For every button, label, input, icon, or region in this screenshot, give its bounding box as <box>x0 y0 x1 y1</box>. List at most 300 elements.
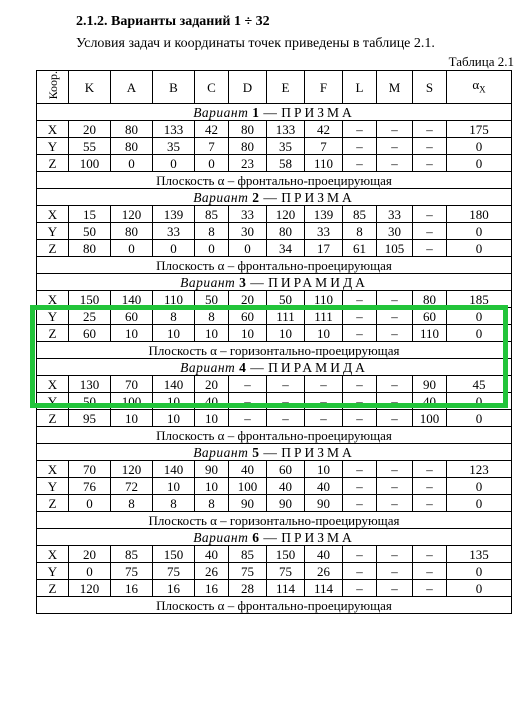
coord-cell: 8 <box>195 223 229 240</box>
plane-row <box>37 512 512 529</box>
coord-cell: – <box>377 121 413 138</box>
coord-cell: 8 <box>111 495 153 512</box>
coord-cell: 80 <box>413 291 447 308</box>
coord-cell: 40 <box>195 393 229 410</box>
variant-title <box>37 529 512 546</box>
coord-cell: 15 <box>69 206 111 223</box>
coord-cell: 0 <box>447 580 512 597</box>
coord-cell: 140 <box>153 461 195 478</box>
coord-cell: 120 <box>69 580 111 597</box>
coord-cell: 76 <box>69 478 111 495</box>
table-label: Таблица 2.1 <box>448 54 514 69</box>
coord-cell: – <box>377 478 413 495</box>
coord-cell: – <box>343 478 377 495</box>
coord-cell: 50 <box>69 393 111 410</box>
coord-cell: – <box>377 461 413 478</box>
coord-cell: 0 <box>195 155 229 172</box>
coord-cell: 10 <box>229 325 267 342</box>
col-header-m: M <box>377 71 413 104</box>
coord-cell: 110 <box>305 291 343 308</box>
axis-label: X <box>37 206 69 223</box>
coord-cell: 80 <box>111 138 153 155</box>
coord-row <box>37 546 512 563</box>
coord-cell: 0 <box>153 240 195 257</box>
variant-dash: — <box>250 274 265 290</box>
variant-number: 1 <box>252 104 260 120</box>
coord-cell: 16 <box>111 580 153 597</box>
variant-title <box>37 274 512 291</box>
coord-cell: 30 <box>377 223 413 240</box>
coord-cell: 0 <box>447 393 512 410</box>
variant-number: 3 <box>239 274 247 290</box>
coord-cell: 10 <box>111 410 153 427</box>
coord-cell: 40 <box>229 461 267 478</box>
coord-cell: 0 <box>111 240 153 257</box>
coord-cell: 34 <box>267 240 305 257</box>
coord-cell: 0 <box>447 410 512 427</box>
axis-label: Z <box>37 580 69 597</box>
header-row <box>37 71 512 104</box>
col-header-b: B <box>153 71 195 104</box>
coord-cell: 85 <box>111 546 153 563</box>
coord-row <box>37 580 512 597</box>
coord-cell: – <box>377 155 413 172</box>
coord-cell: 80 <box>267 223 305 240</box>
coord-cell: – <box>267 376 305 393</box>
section-heading <box>76 14 270 30</box>
variant-title-row <box>37 359 512 376</box>
coord-cell: 7 <box>195 138 229 155</box>
col-header-d: D <box>229 71 267 104</box>
axis-label: X <box>37 461 69 478</box>
variant-title <box>37 104 512 121</box>
coord-cell: 0 <box>447 308 512 325</box>
coord-cell: 80 <box>229 138 267 155</box>
coord-cell: 0 <box>447 563 512 580</box>
coord-cell: 75 <box>267 563 305 580</box>
plane-description: Плоскость α – фронтально-проецирующая <box>37 257 512 274</box>
coord-cell: – <box>343 563 377 580</box>
coord-cell: 100 <box>413 410 447 427</box>
variant-dash: — <box>263 104 278 120</box>
coord-cell: 61 <box>343 240 377 257</box>
coord-cell: – <box>267 393 305 410</box>
coord-cell: – <box>377 495 413 512</box>
coord-cell: 85 <box>229 546 267 563</box>
coord-cell: 114 <box>305 580 343 597</box>
coord-cell: 0 <box>447 223 512 240</box>
col-header-a: A <box>111 71 153 104</box>
coord-cell: 10 <box>267 325 305 342</box>
col-header-e: E <box>267 71 305 104</box>
coord-cell: 120 <box>111 461 153 478</box>
coord-cell: 26 <box>195 563 229 580</box>
axis-label: Z <box>37 155 69 172</box>
coord-cell: – <box>267 410 305 427</box>
variant-shape: ПИРАМИДА <box>268 274 368 290</box>
coord-cell: 0 <box>153 155 195 172</box>
coord-cell: – <box>413 461 447 478</box>
plane-description: Плоскость α – горизонтально-проецирующая <box>37 512 512 529</box>
coord-cell: 10 <box>153 478 195 495</box>
coord-cell: – <box>413 121 447 138</box>
coord-cell: 20 <box>69 546 111 563</box>
variant-number: 5 <box>252 444 260 460</box>
coord-cell: 0 <box>447 478 512 495</box>
coord-cell: 10 <box>195 325 229 342</box>
coord-cell: 16 <box>153 580 195 597</box>
plane-description: Плоскость α – фронтально-проецирующая <box>37 427 512 444</box>
coord-cell: 120 <box>267 206 305 223</box>
coord-header: Коор. <box>37 71 69 104</box>
coord-cell: – <box>413 495 447 512</box>
coord-row <box>37 376 512 393</box>
coord-cell: 33 <box>377 206 413 223</box>
coord-cell: 8 <box>343 223 377 240</box>
coord-cell: 75 <box>111 563 153 580</box>
coord-row <box>37 121 512 138</box>
coord-cell: – <box>377 410 413 427</box>
coord-cell: – <box>377 393 413 410</box>
coord-cell: – <box>377 325 413 342</box>
coord-cell: 40 <box>305 546 343 563</box>
coord-cell: 150 <box>153 546 195 563</box>
coord-cell: 80 <box>111 121 153 138</box>
coord-cell: – <box>305 410 343 427</box>
coord-row <box>37 461 512 478</box>
coord-cell: 16 <box>195 580 229 597</box>
coord-cell: 85 <box>195 206 229 223</box>
coord-cell: 100 <box>69 155 111 172</box>
section-number: 2.1.2. <box>76 14 108 29</box>
plane-description: Плоскость α – фронтально-проецирующая <box>37 597 512 614</box>
coord-cell: – <box>305 376 343 393</box>
coord-row <box>37 291 512 308</box>
coord-cell: 58 <box>267 155 305 172</box>
coord-cell: – <box>377 580 413 597</box>
coord-cell: 0 <box>69 563 111 580</box>
section-subtitle: Условия задач и координаты точек приведены в таблице 2.1. <box>76 36 435 51</box>
coord-cell: – <box>305 393 343 410</box>
plane-row <box>37 342 512 359</box>
axis-label: Y <box>37 223 69 240</box>
coord-cell: 60 <box>69 325 111 342</box>
coord-cell: 60 <box>413 308 447 325</box>
coord-cell: – <box>413 223 447 240</box>
coord-cell: 26 <box>305 563 343 580</box>
col-header-s: S <box>413 71 447 104</box>
coord-cell: 10 <box>153 325 195 342</box>
coord-cell: 40 <box>195 546 229 563</box>
coord-cell: 33 <box>305 223 343 240</box>
coord-cell: – <box>413 240 447 257</box>
coord-cell: 0 <box>69 495 111 512</box>
coord-cell: – <box>343 546 377 563</box>
variant-dash: — <box>263 529 278 545</box>
coord-cell: 100 <box>229 478 267 495</box>
coord-cell: – <box>413 563 447 580</box>
coord-cell: – <box>413 580 447 597</box>
coord-cell: 10 <box>305 461 343 478</box>
coord-cell: 80 <box>229 121 267 138</box>
coord-cell: 80 <box>69 240 111 257</box>
section-title: Варианты заданий 1 ÷ 32 <box>111 14 270 29</box>
coord-cell: 10 <box>305 325 343 342</box>
plane-description: Плоскость α – горизонтально-проецирующая <box>37 342 512 359</box>
coord-row <box>37 138 512 155</box>
col-header-l: L <box>343 71 377 104</box>
coord-cell: 80 <box>111 223 153 240</box>
coord-cell: 90 <box>229 495 267 512</box>
coord-cell: – <box>229 410 267 427</box>
variant-shape: ПРИЗМА <box>281 444 355 460</box>
coord-cell: – <box>413 138 447 155</box>
variant-word: Вариант <box>193 189 249 205</box>
variant-title-row <box>37 274 512 291</box>
coord-cell: 123 <box>447 461 512 478</box>
variants-table <box>36 70 512 614</box>
variants-table-container <box>36 70 511 709</box>
coord-cell: 0 <box>447 138 512 155</box>
coord-cell: 20 <box>195 376 229 393</box>
col-header-c: C <box>195 71 229 104</box>
coord-cell: 0 <box>447 495 512 512</box>
coord-cell: 10 <box>153 410 195 427</box>
coord-cell: 140 <box>111 291 153 308</box>
axis-label: Y <box>37 478 69 495</box>
col-header-k: K <box>69 71 111 104</box>
coord-cell: 50 <box>267 291 305 308</box>
coord-cell: 110 <box>413 325 447 342</box>
coord-cell: 140 <box>153 376 195 393</box>
coord-cell: 35 <box>153 138 195 155</box>
variant-shape: ПРИЗМА <box>281 189 355 205</box>
plane-row <box>37 257 512 274</box>
coord-cell: 120 <box>111 206 153 223</box>
coord-cell: 0 <box>195 240 229 257</box>
coord-cell: 180 <box>447 206 512 223</box>
coord-cell: – <box>377 546 413 563</box>
axis-label: Y <box>37 563 69 580</box>
coord-cell: – <box>413 546 447 563</box>
coord-cell: 45 <box>447 376 512 393</box>
plane-description: Плоскость α – фронтально-проецирующая <box>37 172 512 189</box>
variant-title-row <box>37 104 512 121</box>
coord-cell: 95 <box>69 410 111 427</box>
variant-dash: — <box>263 444 278 460</box>
coord-row <box>37 495 512 512</box>
coord-cell: – <box>343 138 377 155</box>
coord-cell: 33 <box>229 206 267 223</box>
variant-title <box>37 189 512 206</box>
coord-cell: 33 <box>153 223 195 240</box>
coord-cell: 55 <box>69 138 111 155</box>
coord-cell: 111 <box>305 308 343 325</box>
axis-label: Y <box>37 138 69 155</box>
coord-cell: 40 <box>305 478 343 495</box>
variant-word: Вариант <box>193 444 249 460</box>
variant-word: Вариант <box>193 104 249 120</box>
coord-cell: 90 <box>195 461 229 478</box>
coord-cell: 23 <box>229 155 267 172</box>
coord-cell: 17 <box>305 240 343 257</box>
coord-cell: 25 <box>69 308 111 325</box>
col-header-alpha-x: $\alpha_X$ <box>447 71 512 104</box>
coord-row <box>37 223 512 240</box>
coord-row <box>37 206 512 223</box>
coord-cell: 110 <box>305 155 343 172</box>
coord-cell: 75 <box>229 563 267 580</box>
coord-cell: 130 <box>69 376 111 393</box>
coord-cell: – <box>343 580 377 597</box>
variant-title <box>37 444 512 461</box>
coord-cell: 175 <box>447 121 512 138</box>
coord-cell: – <box>377 376 413 393</box>
coord-cell: 10 <box>111 325 153 342</box>
coord-cell: 133 <box>153 121 195 138</box>
variant-title-row <box>37 189 512 206</box>
coord-cell: 35 <box>267 138 305 155</box>
coord-cell: – <box>343 410 377 427</box>
coord-cell: – <box>413 155 447 172</box>
coord-cell: 8 <box>153 495 195 512</box>
variant-shape: ПРИЗМА <box>281 104 355 120</box>
coord-cell: 85 <box>343 206 377 223</box>
coord-cell: – <box>413 478 447 495</box>
coord-cell: 28 <box>229 580 267 597</box>
coord-cell: 8 <box>153 308 195 325</box>
coord-cell: 30 <box>229 223 267 240</box>
variant-word: Вариант <box>180 359 236 375</box>
coord-cell: 139 <box>305 206 343 223</box>
variant-dash: — <box>263 189 278 205</box>
coord-cell: – <box>343 495 377 512</box>
col-header-f: F <box>305 71 343 104</box>
coord-cell: 72 <box>111 478 153 495</box>
coord-cell: 60 <box>267 461 305 478</box>
coord-cell: 20 <box>229 291 267 308</box>
axis-label: Z <box>37 325 69 342</box>
axis-label: Y <box>37 308 69 325</box>
coord-cell: – <box>229 376 267 393</box>
axis-label: X <box>37 121 69 138</box>
coord-cell: – <box>229 393 267 410</box>
coord-cell: 75 <box>153 563 195 580</box>
coord-cell: – <box>377 563 413 580</box>
coord-cell: 0 <box>447 240 512 257</box>
variant-number: 2 <box>252 189 260 205</box>
coord-row <box>37 563 512 580</box>
variant-word: Вариант <box>180 274 236 290</box>
coord-cell: – <box>377 291 413 308</box>
coord-cell: 105 <box>377 240 413 257</box>
coord-cell: 185 <box>447 291 512 308</box>
coord-row <box>37 240 512 257</box>
coord-cell: 60 <box>111 308 153 325</box>
variant-shape: ПРИЗМА <box>281 529 355 545</box>
coord-cell: 7 <box>305 138 343 155</box>
coord-cell: 133 <box>267 121 305 138</box>
coord-cell: 111 <box>267 308 305 325</box>
coord-cell: 50 <box>69 223 111 240</box>
coord-cell: 0 <box>229 240 267 257</box>
coord-row <box>37 155 512 172</box>
coord-cell: 8 <box>195 495 229 512</box>
axis-label: X <box>37 376 69 393</box>
axis-label: Y <box>37 393 69 410</box>
coord-cell: 8 <box>195 308 229 325</box>
coord-cell: 60 <box>229 308 267 325</box>
coord-cell: 0 <box>111 155 153 172</box>
coord-cell: – <box>343 393 377 410</box>
coord-cell: – <box>343 461 377 478</box>
coord-cell: 40 <box>413 393 447 410</box>
coord-cell: 10 <box>195 410 229 427</box>
coord-cell: – <box>343 325 377 342</box>
variant-title-row <box>37 444 512 461</box>
coord-cell: – <box>343 121 377 138</box>
coord-cell: 150 <box>267 546 305 563</box>
coord-cell: 90 <box>305 495 343 512</box>
coord-row <box>37 478 512 495</box>
axis-label: Z <box>37 240 69 257</box>
variant-number: 4 <box>239 359 247 375</box>
coord-cell: 20 <box>69 121 111 138</box>
coord-cell: – <box>343 291 377 308</box>
coord-cell: 135 <box>447 546 512 563</box>
coord-cell: 0 <box>447 325 512 342</box>
coord-cell: – <box>377 308 413 325</box>
coord-cell: 42 <box>195 121 229 138</box>
coord-cell: – <box>343 376 377 393</box>
coord-cell: 70 <box>111 376 153 393</box>
variant-title <box>37 359 512 376</box>
variant-word: Вариант <box>193 529 249 545</box>
coord-row <box>37 410 512 427</box>
variant-shape: ПИРАМИДА <box>268 359 368 375</box>
coord-cell: 70 <box>69 461 111 478</box>
variant-number: 6 <box>252 529 260 545</box>
coord-cell: 42 <box>305 121 343 138</box>
coord-cell: 150 <box>69 291 111 308</box>
plane-row <box>37 172 512 189</box>
coord-cell: 114 <box>267 580 305 597</box>
coord-cell: – <box>377 138 413 155</box>
table-body <box>37 104 512 614</box>
coord-cell: 90 <box>413 376 447 393</box>
coord-cell: 110 <box>153 291 195 308</box>
coord-cell: 50 <box>195 291 229 308</box>
coord-cell: – <box>343 155 377 172</box>
plane-row <box>37 427 512 444</box>
variant-title-row <box>37 529 512 546</box>
axis-label: Z <box>37 495 69 512</box>
axis-label: Z <box>37 410 69 427</box>
coord-cell: 90 <box>267 495 305 512</box>
coord-cell: 100 <box>111 393 153 410</box>
coord-cell: 139 <box>153 206 195 223</box>
axis-label: X <box>37 546 69 563</box>
coord-row <box>37 393 512 410</box>
coord-cell: – <box>413 206 447 223</box>
coord-row <box>37 325 512 342</box>
axis-label: X <box>37 291 69 308</box>
coord-cell: 10 <box>153 393 195 410</box>
plane-row <box>37 597 512 614</box>
coord-row <box>37 308 512 325</box>
coord-cell: – <box>343 308 377 325</box>
coord-cell: 0 <box>447 155 512 172</box>
